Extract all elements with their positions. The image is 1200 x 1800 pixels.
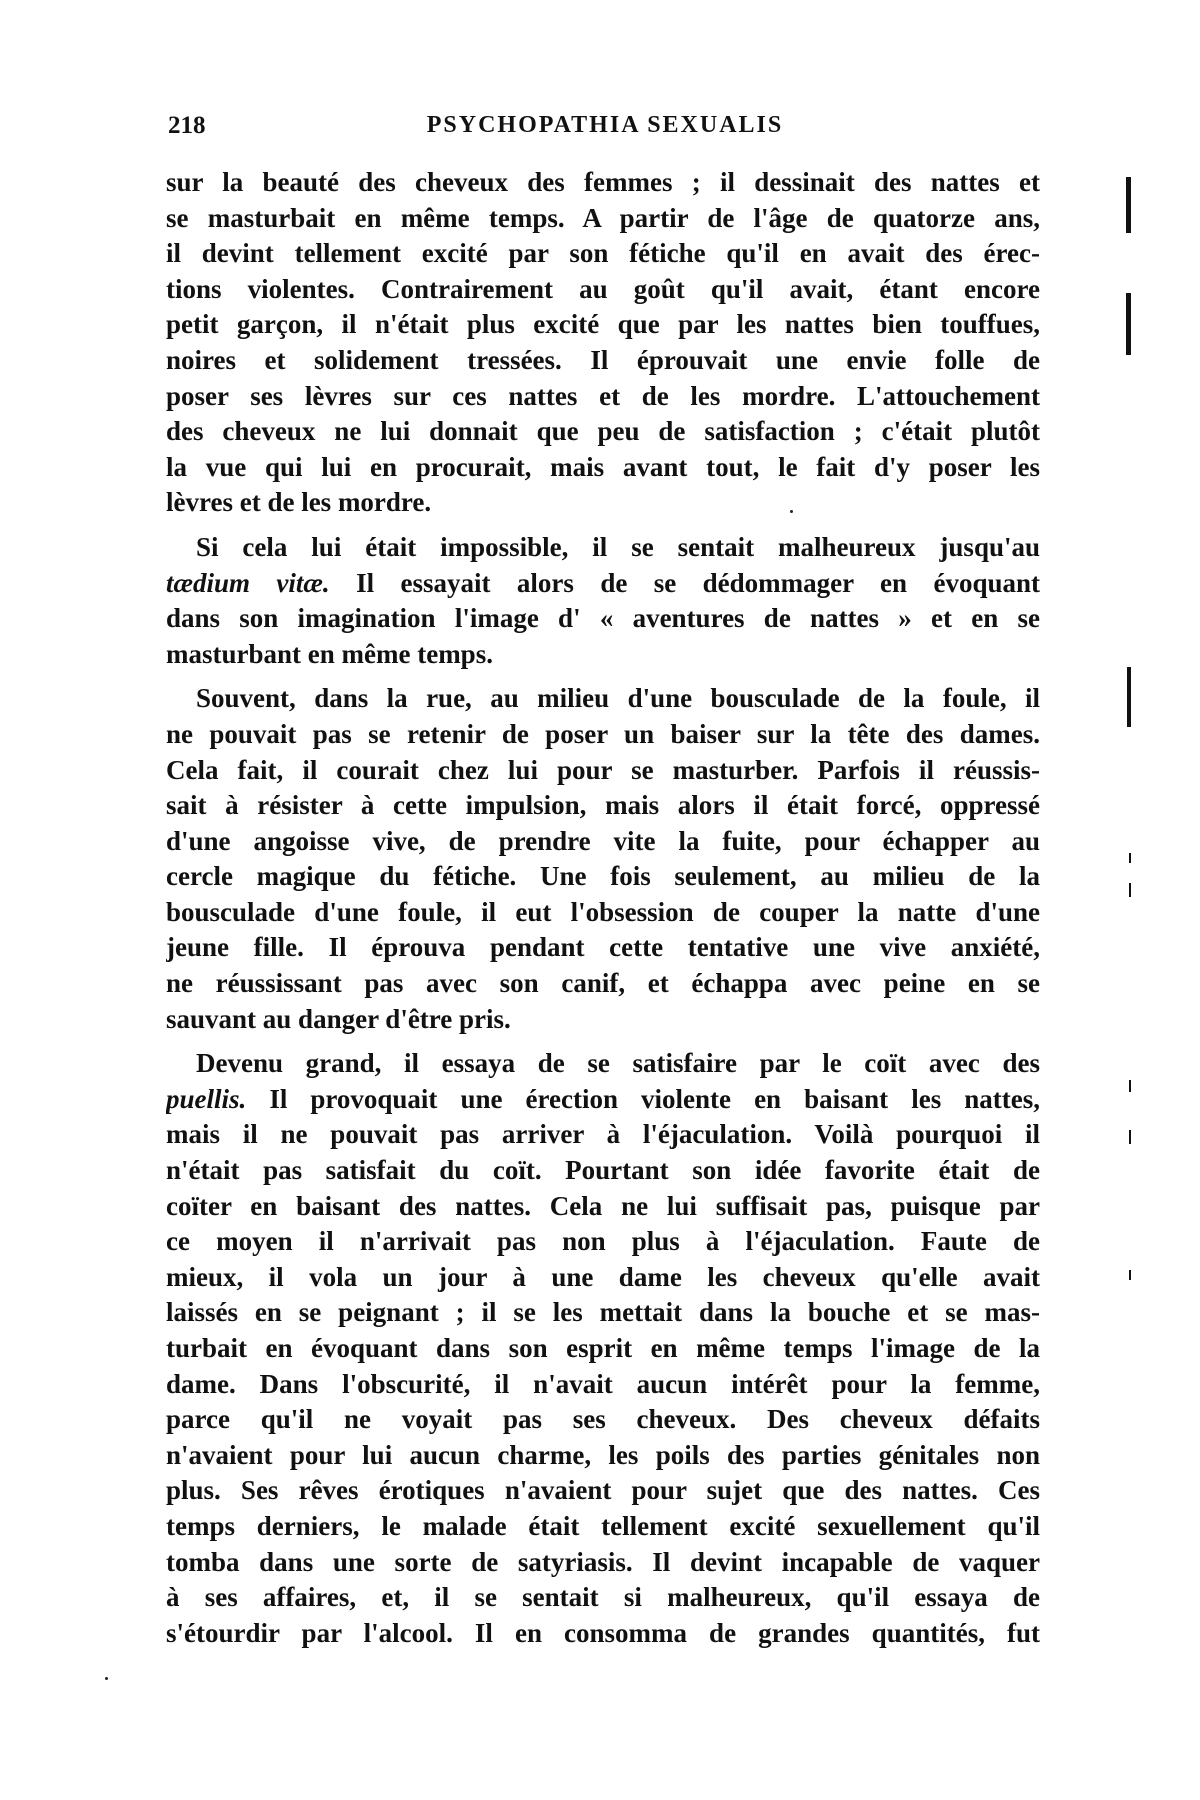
text-line: turbait en évoquant dans son esprit en même temps l'image de la: [166, 1333, 1040, 1363]
scan-mark: [1129, 883, 1131, 897]
text-line: s'étourdir par l'alcool. Il en consomma de grandes quantités, fut: [166, 1617, 1040, 1648]
text-line: n'avaient pour lui aucun charme, les poils des parties génitales non: [166, 1439, 1040, 1470]
text-line: sur la beauté des cheveux des femmes ; il dessinait des nattes et: [166, 167, 1040, 197]
text-line: ne réussissant pas avec son canif, et échappa avec peine en se: [166, 968, 1040, 999]
text-line: jeune fille. Il éprouva pendant cette tentative une vive anxiété,: [166, 932, 1040, 963]
text-line: puellis. Il provoquait une érection violente en baisant les nattes,: [166, 1083, 1040, 1114]
scan-mark: [1129, 1130, 1131, 1144]
text-line: tomba dans une sorte de satyriasis. Il devint incapable de vaquer: [166, 1546, 1040, 1577]
body-text: [166, 165, 1040, 1660]
text-line: à ses affaires, et, il se sentait si malheureux, qu'il essaya de: [166, 1582, 1040, 1613]
text-line: d'une angoisse vive, de prendre vite la fuite, pour échapper au: [166, 825, 1040, 856]
text-line: parce qu'il ne voyait pas ses cheveux. Des cheveux défaits: [166, 1404, 1040, 1435]
text-line: mieux, il vola un jour à une dame les cheveux qu'elle avait: [166, 1261, 1040, 1292]
text-line: la vue qui lui en procurait, mais avant tout, le fait d'y poser les: [166, 451, 1040, 482]
scan-mark: [1129, 1080, 1131, 1092]
text-line: ce moyen il n'arrivait pas non plus à l'éjaculation. Faute de: [166, 1226, 1040, 1257]
text-line: ne pouvait pas se retenir de poser un baiser sur la tête des dames.: [166, 718, 1040, 749]
text-line: il devint tellement excité par son fétiche qu'il en avait des érec-: [166, 238, 1040, 269]
text-line: Cela fait, il courait chez lui pour se masturber. Parfois il réussis-: [166, 754, 1040, 785]
text-line: se masturbait en même temps. A partir de l'âge de quatorze ans,: [166, 202, 1040, 233]
text-line: noires et solidement tressées. Il éprouvait une envie folle de: [166, 344, 1040, 375]
text-line: cercle magique du fétiche. Une fois seulement, au milieu de la: [166, 861, 1040, 892]
scan-mark: [1126, 293, 1131, 355]
text-line: bousculade d'une foule, il eut l'obsession de couper la natte d'une: [166, 896, 1040, 927]
text-line: plus. Ses rêves érotiques n'avaient pour sujet que des nattes. Ces: [166, 1475, 1040, 1506]
text-line: tædium vitæ. Il essayait alors de se dédommager en évoquant: [166, 567, 1040, 598]
text-line: tions violentes. Contrairement au goût qu'il avait, étant encore: [166, 273, 1040, 304]
scan-speck: [790, 510, 793, 513]
text-line: dame. Dans l'obscurité, il n'avait aucun intérêt pour la femme,: [166, 1368, 1040, 1399]
scan-mark: [1129, 853, 1131, 863]
text-line: temps derniers, le malade était tellement excité sexuellement qu'il: [166, 1510, 1040, 1541]
text-line: poser ses lèvres sur ces nattes et de les mordre. L'attouchement: [166, 380, 1040, 411]
text-line: Devenu grand, il essaya de se satisfaire par le coït avec des: [196, 1048, 1040, 1079]
scan-mark: [1126, 177, 1131, 233]
text-line: lèvres et de les mordre.: [166, 487, 432, 518]
paragraph: [166, 681, 1040, 1037]
text-line: Souvent, dans la rue, au milieu d'une bousculade de la foule, il: [196, 683, 1040, 714]
text-line: sauvant au danger d'être pris.: [166, 1003, 511, 1034]
page-number: 218: [168, 112, 206, 139]
scan-mark: [1127, 667, 1131, 727]
text-line: mais il ne pouvait pas arriver à l'éjaculation. Voilà pourquoi il: [166, 1119, 1040, 1150]
text-line: dans son imagination l'image d' « aventures de nattes » et en se: [166, 603, 1040, 634]
running-title: PSYCHOPATHIA SEXUALIS: [426, 112, 784, 138]
paragraph: [166, 530, 1040, 672]
italic-latin-term: puellis.: [166, 1083, 247, 1114]
scan-speck: [105, 1677, 108, 1680]
text-line: Si cela lui était impossible, il se sentait malheureux jusqu'au: [196, 531, 1040, 562]
text-line: sait à résister à cette impulsion, mais alors il était forcé, oppressé: [166, 790, 1040, 821]
paragraph: [166, 1046, 1040, 1651]
text-line: laissés en se peignant ; il se les mettait dans la bouche et se mas-: [166, 1297, 1040, 1328]
text-line: des cheveux ne lui donnait que peu de satisfaction ; c'était plutôt: [166, 416, 1040, 447]
text-line: coïter en baisant des nattes. Cela ne lui suffisait pas, puisque par: [166, 1190, 1040, 1221]
text-line: masturbant en même temps.: [166, 638, 493, 669]
scan-mark: [1129, 1270, 1131, 1280]
text-line: petit garçon, il n'était plus excité que par les nattes bien touffues,: [166, 309, 1040, 340]
paragraph: [166, 165, 1040, 521]
text-line: n'était pas satisfait du coït. Pourtant son idée favorite était de: [166, 1155, 1040, 1186]
italic-latin-term: tædium vitæ.: [166, 567, 330, 598]
